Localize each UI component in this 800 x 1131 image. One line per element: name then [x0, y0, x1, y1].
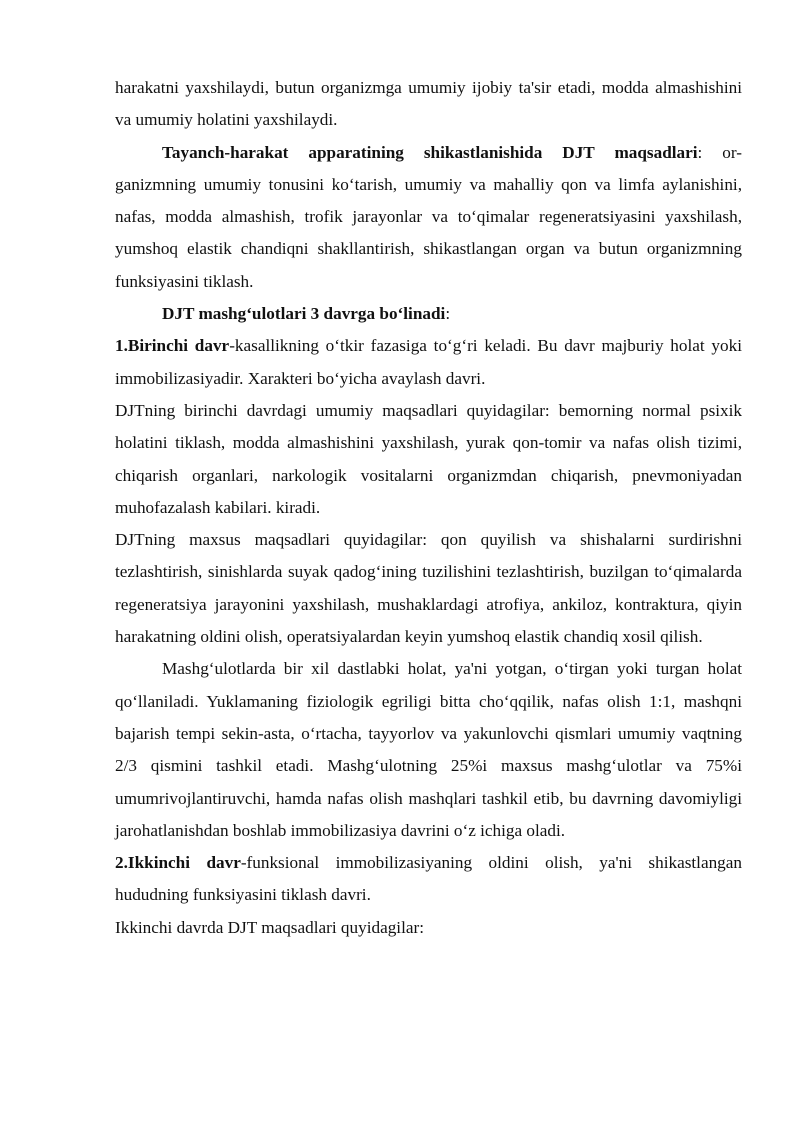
paragraph-heading-bold: DJT mashg‘ulotlari 3 davrga bo‘linadi: [162, 304, 446, 324]
paragraph-text: : or-ganizmning umumiy tonusini ko‘tarish, umumiy va mahalliy qon va limfa aylanishini, nafas, modda almashish, trofik jarayonlar va to‘qimalar regeneratsiyasini yaxshilash, yumshoq elastik chandiqni shakllantirish, shikastlangan organ va butun organizmning funksiyasini tiklash.: [115, 142, 742, 291]
paragraph-periods-heading: [115, 298, 742, 330]
paragraph-djt-goals: [115, 137, 742, 298]
paragraph-second-period-goals: [115, 912, 742, 944]
paragraph-text: harakatni yaxshilaydi, butun organizmga umumiy ijobiy ta'sir etadi, modda almashishini va umumiy holatini yaxshilaydi.: [115, 78, 742, 130]
paragraph-special-goals: [115, 524, 742, 653]
paragraph-heading-bold: Tayanch-harakat apparatining shikastlanishida DJT maqsadlari: [162, 142, 698, 162]
paragraph-exercise-details: [115, 653, 742, 847]
paragraph-text: -kasallikning o‘tkir fazasiga to‘g‘ri keladi. Bu davr majburiy holat yoki immobilizasiyadir. Xarakteri bo‘yicha avaylash davri.: [115, 336, 742, 388]
paragraph-text: :: [445, 304, 451, 324]
paragraph-text: Mashg‘ulotlarda bir xil dastlabki holat, ya'ni yotgan, o‘tirgan yoki turgan holat qo‘llaniladi. Yuklamaning fiziologik egriligi bitta cho‘qqilik, nafas olish 1:1, mashqni bajarish tempi sekin-asta, o‘rtacha, tayyorlov va yakunlovchi qismlari umumiy vaqtning 2/3 qismini tashkil etadi. Mashg‘ulotning 25%i maxsus mashg‘ulotlar va 75%i umumrivojlantiruvchi, hamda nafas olish mashqlari tashkil etib, bu davrning davomiyligi jarohatlanishdan boshlab immobilizasiya davrini o‘z ichiga oladi.: [115, 659, 742, 840]
paragraph-text: -funksional immobilizasiyaning oldini olish, ya'ni shikastlangan hududning funksiyasini tiklash davri.: [115, 853, 742, 905]
paragraph-text: DJTning maxsus maqsadlari quyidagilar: qon quyilish va shishalarni surdirishni tezlashtirish, sinishlarda suyak qadog‘ining tuzilishini tezlashtirish, buzilgan to‘qimalarda regeneratsiya jarayonini yaxshilash, mushaklardagi atrofiya, ankiloz, kontraktura, qiyin harakatning oldini olish, operatsiyalardan keyin yumshoq elastik chandiq xosil qilish.: [115, 530, 742, 647]
paragraph-heading-bold: 1.Birinchi davr: [115, 336, 230, 356]
paragraph-intro-continuation: [115, 72, 742, 137]
paragraph-first-period-general-goals: [115, 395, 742, 524]
document-page: [115, 72, 742, 944]
paragraph-text: Ikkinchi davrda DJT maqsadlari quyidagilar:: [115, 917, 424, 937]
paragraph-text: DJTning birinchi davrdagi umumiy maqsadlari quyidagilar: bemorning normal psixik holatini tiklash, modda almashishini yaxshilash, yurak qon-tomir va nafas olish tizimi, chiqarish organlari, narkologik vositalarni organizmdan chiqarish, pnevmoniyadan muhofazalash kabilari. kiradi.: [115, 400, 742, 517]
paragraph-heading-bold: 2.Ikkinchi davr: [115, 853, 241, 873]
paragraph-second-period: [115, 847, 742, 912]
paragraph-first-period: [115, 330, 742, 395]
